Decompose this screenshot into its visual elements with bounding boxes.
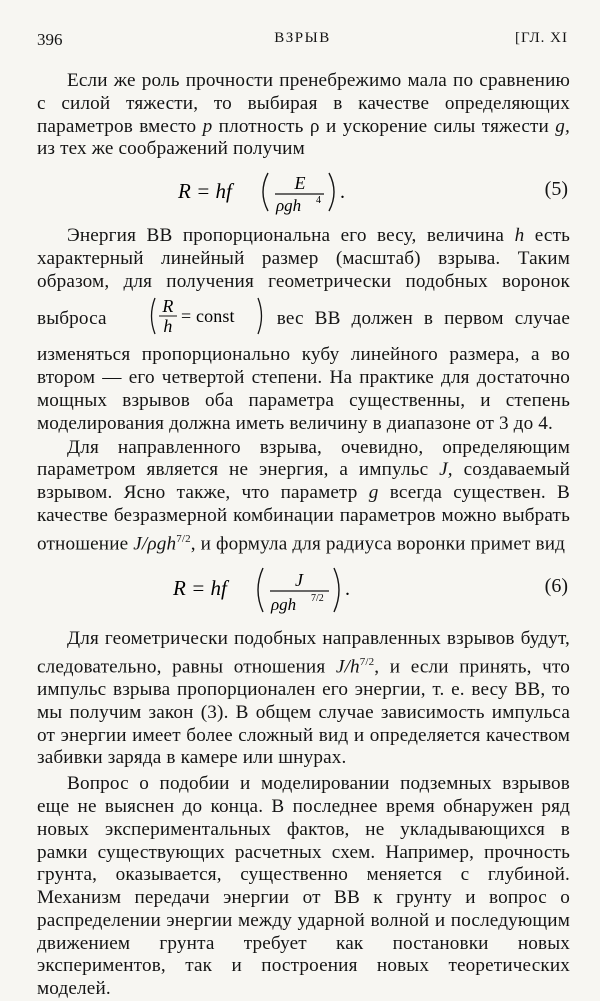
inline-numerator: R: [162, 295, 174, 316]
equation-number: (6): [544, 574, 568, 597]
right-paren: [329, 173, 334, 211]
inline-exponent: 7/2: [176, 532, 191, 545]
paragraph-text: создаваемый взрывом. Ясно также, что параметр: [37, 459, 571, 504]
page-number: 396: [37, 30, 63, 49]
inline-denominator: h: [163, 315, 173, 336]
inline-expression: J/h: [335, 656, 360, 678]
symbol-g: g: [368, 482, 379, 504]
equation-5: [37, 165, 570, 219]
svg-text:.: .: [344, 577, 350, 600]
right-paren: [334, 568, 339, 612]
paragraph-2: [37, 225, 570, 435]
eq5-denominator: ρgh: [275, 196, 301, 216]
eq6-denominator: ρgh: [270, 594, 296, 614]
paragraph-text: плотность: [218, 115, 304, 137]
running-header: [37, 30, 568, 52]
equation-5-formula: [174, 165, 434, 219]
paragraph-text: вес ВВ должен в первом случае изменяться пропорционально кубу линейного размера, а во втором — его четвертой степени. На практике для достаточно мощных взрывов оба параметра существенны, и степень моделирования должна иметь величину в диапазоне от 3 до 4.: [37, 307, 570, 434]
inline-exponent: 7/2: [359, 655, 375, 668]
paragraph-text: Для геометрически подобных направленных взрывов будут, следовательно, равны отношения: [37, 627, 570, 678]
paragraph-text: из тех же соображений получим: [37, 138, 305, 160]
paragraph-text: и ускорение силы тяжести: [325, 115, 549, 137]
symbol-J: J,: [439, 459, 453, 481]
paragraph-5: [37, 773, 570, 1001]
inline-rhs: = const: [180, 305, 235, 326]
paragraph-4: [37, 628, 570, 770]
left-paren: [151, 298, 155, 334]
equation-6-formula: [169, 562, 439, 618]
symbol-rho: ρ: [309, 115, 320, 137]
paragraph-1: [37, 70, 570, 161]
left-paren: [263, 173, 268, 211]
symbol-g: g,: [555, 115, 570, 137]
paragraph-text: Вопрос о подобии и моделировании подземных взрывов еще не выяснен до конца. В последнее время обнаружен ряд новых экспериментальных фактов, не укладывающихся в рамки существующих расчетных схем. Например, прочность грунта, оказывается, существенно меняется с глубиной. Механизм передачи энергии от ВВ к грунту и вопрос о распределении энергии между ударной волной и последующим движением грунта требует как постановки новых экспериментов, так и построения новых теоретических моделей.: [37, 773, 570, 1000]
equation-6: [37, 562, 570, 618]
inline-expression: J/ρgh: [133, 533, 177, 555]
chapter-label: [ГЛ. XI: [514, 30, 568, 46]
paragraph-text: Энергия ВВ пропорциональна его весу, величина: [67, 225, 505, 247]
eq6-lhs: R = hf: [172, 575, 227, 600]
left-paren: [258, 568, 263, 612]
symbol-h: h: [514, 225, 525, 247]
paragraph-text: есть характерный линейный размер (масштаб) взрыва. Таким образом, для получения геометрически подобных воронок выброса: [37, 225, 571, 329]
eq6-exponent: 7/2: [310, 592, 324, 604]
inline-formula: [118, 294, 266, 345]
eq5-lhs: R = hf: [177, 179, 232, 204]
paragraph-text: , и если принять, что импульс взрыва пропорционален его энергии, т. е. весу ВВ, то мы получим закон (3). В общем случае зависимость импульса от энергии имеет более сложный вид и определяется качеством забивки заряда в камере или шнурах.: [37, 656, 570, 769]
right-paren: [258, 298, 262, 334]
paragraph-text: Для направленного взрыва, очевидно, определяющим параметром является не энергия, а импульс: [37, 436, 570, 481]
page-body: [37, 70, 570, 1001]
equation-number: (5): [544, 178, 568, 201]
running-title: ВЗРЫВ: [274, 30, 331, 46]
eq6-numerator: J: [294, 569, 303, 590]
eq5-exponent: 4: [315, 195, 321, 207]
paragraph-text: всегда существен. В качестве безразмерной комбинации параметров можно выбрать отношение: [37, 482, 570, 555]
paragraph-3: [37, 437, 570, 556]
paragraph-text: Если же роль прочности пренебрежимо мала по сравнению с силой тяжести, то выбирая в качестве определяющих параметров вместо: [37, 70, 570, 137]
eq5-numerator: E: [294, 173, 305, 194]
svg-text:.: .: [339, 181, 345, 204]
paragraph-text: , и формула для радиуса воронки примет вид: [190, 533, 566, 555]
symbol-p: p: [202, 115, 213, 137]
